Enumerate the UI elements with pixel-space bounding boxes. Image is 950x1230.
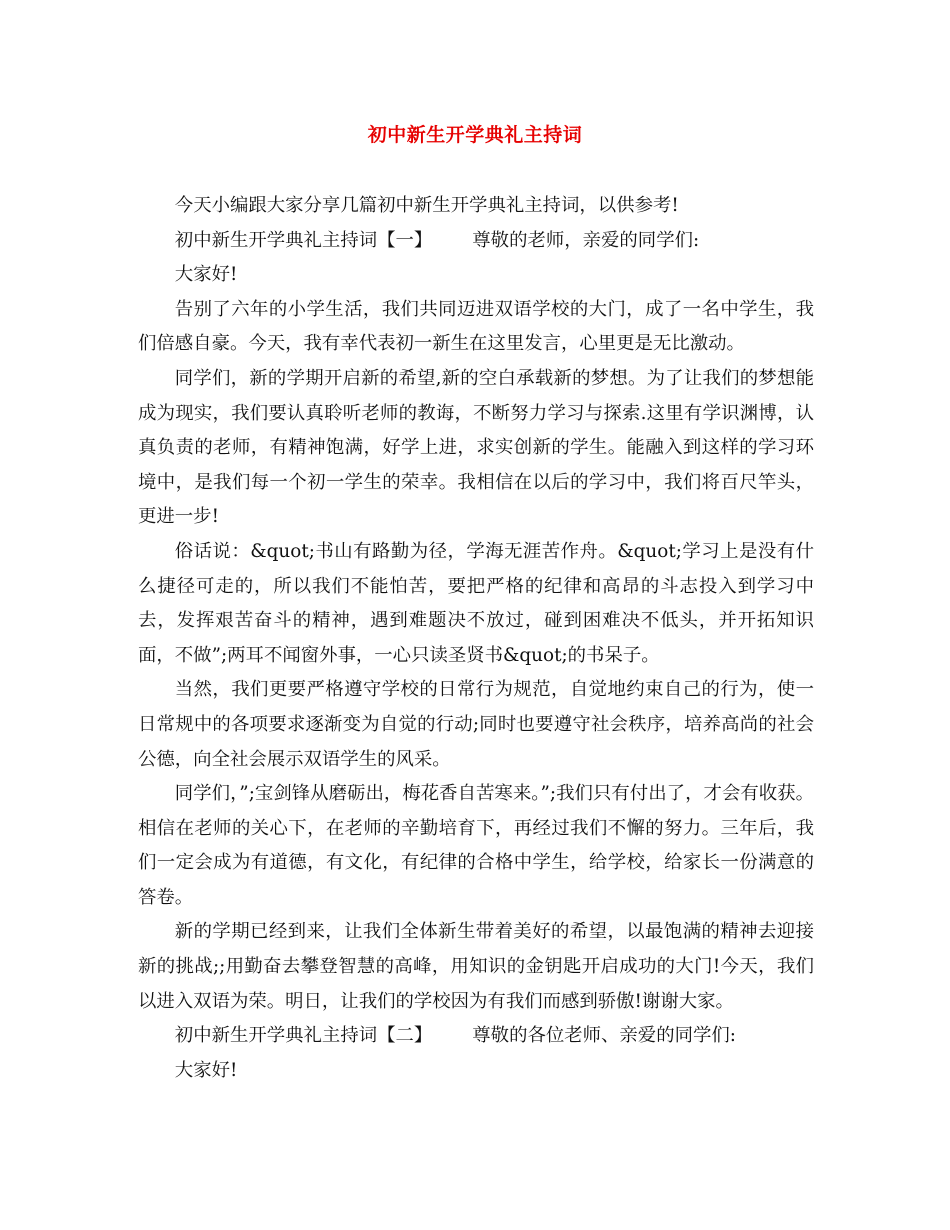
section-2-heading-line [138,1019,814,1054]
section-1-paragraph: 当然，我们更要严格遵守学校的日常行为规范，自觉地约束自己的行为，使一日常规中的各项要求逐渐变为自觉的行动;同时也要遵守社会秩序，培养高尚的社会公德，向全社会展示双语学生的风采。 [138,679,814,770]
section-1-paragraph: 新的学期已经到来，让我们全体新生带着美好的希望，以最饱满的精神去迎接新的挑战;;用勤奋去攀登智慧的高峰，用知识的金钥匙开启成功的大门!今天，我们以进入双语为荣。明日，让我们的学校因为有我们而感到骄傲!谢谢大家。 [138,921,814,1012]
section-2-greeting: 大家好! [174,1059,238,1081]
intro-paragraph: 今天小编跟大家分享几篇初中新生开学典礼主持词，以供参考! [174,195,679,216]
section-2-heading: 初中新生开学典礼主持词【二】 [174,1025,433,1047]
section-1-greeting: 大家好! [174,264,238,286]
document-body [138,189,814,1088]
document-title: 初中新生开学典礼主持词 [367,124,583,146]
section-1-salutation: 尊敬的老师，亲爱的同学们: [472,229,700,251]
section-1-paragraph: 同学们，”;宝剑锋从磨砺出，梅花香自苦寒来。”;我们只有付出了，才会有收获。相信在老师的关心下，在老师的辛勤培育下，再经过我们不懈的努力。三年后，我们一定会成为有道德，有文化，有纪律的合格中学生，给学校，给家长一份满意的答卷。 [138,783,814,908]
section-1-paragraph: 同学们，新的学期开启新的希望,新的空白承载新的梦想。为了让我们的梦想能成为现实，我们要认真聆听老师的教诲，不断努力学习与探索.这里有学识渊博，认真负责的老师，有精神饱满，好学上进，求实创新的学生。能融入到这样的学习环境中，是我们每一个初一学生的荣幸。我相信在以后的学习中，我们将百尺竿头，更进一步! [138,367,814,528]
section-1-paragraph: 告别了六年的小学生活，我们共同迈进双语学校的大门，成了一名中学生，我们倍感自豪。今天，我有幸代表初一新生在这里发言，心里更是无比激动。 [138,298,814,355]
section-1-heading: 初中新生开学典礼主持词【一】 [174,229,433,251]
section-1-heading-line [138,224,814,259]
section-1-paragraph: 俗话说：&quot;书山有路勤为径，学海无涯苦作舟。&quot;学习上是没有什么捷径可走的，所以我们不能怕苦，要把严格的纪律和高昂的斗志投入到学习中去，发挥艰苦奋斗的精神，遇到难题决不放过，碰到困难决不低头，并开拓知识面，不做”;两耳不闻窗外事，一心只读圣贤书&quot;的书呆子。 [138,540,814,666]
section-2-salutation: 尊敬的各位老师、亲爱的同学们: [472,1025,736,1047]
